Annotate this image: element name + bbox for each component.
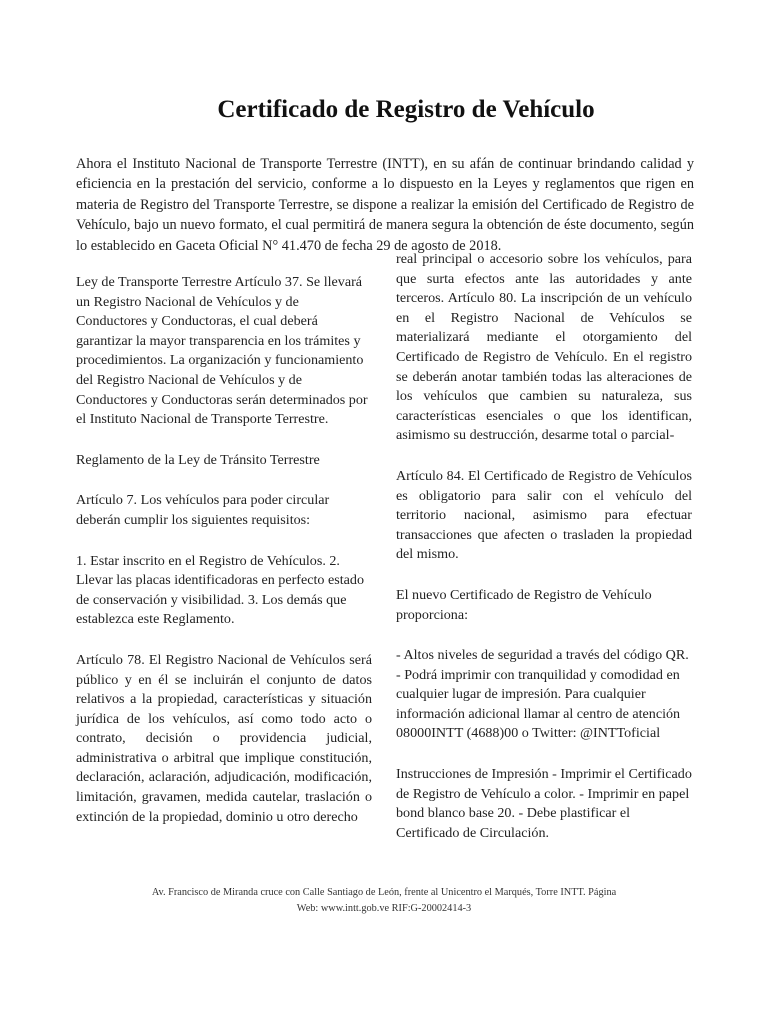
left-column	[76, 273, 372, 848]
print-instructions: Instrucciones de Impresión - Imprimir el Certificado de Registro de Vehículo a color. - Imprimir en papel bond blanco base 20. - Debe plastificar el Certificado de Circulación.	[396, 766, 692, 841]
article-80: real principal o accesorio sobre los vehículos, para que surta efectos ante las autoridades y ante terceros. Artículo 80. La inscripción de un vehículo en el Registro Nacional de Vehículos se materializará mediante el otorgamiento del Certificado de Registro de Vehículo. En el registro se deberán anotar también todas las alteraciones de los vehículos que cambien su naturaleza, sus características esenciales o que los identifican, asimismo su destrucción, desarme total o parcial-	[396, 251, 692, 444]
article-84: Artículo 84. El Certificado de Registro de Vehículos es obligatorio para salir con el vehículo del territorio nacional, asimismo para efectuar transacciones que afecten o trasladen la propiedad del mismo.	[396, 467, 692, 563]
page-title: Certificado de Registro de Vehículo	[217, 96, 595, 123]
footer-web: Web: www.intt.gob.ve RIF:G-20002414-3	[296, 903, 472, 914]
right-column	[396, 250, 692, 864]
benefits-list: - Altos niveles de seguridad a través del código QR. - Podrá imprimir con tranquilidad y comodidad en cualquier lugar de impresión. Para cualquier información adicional llamar al centro de atención 08000INTT (4688)00 o Twitter: @INTToficial	[396, 647, 689, 742]
law-article-37: Ley de Transporte Terrestre Artículo 37. Se llevará un Registro Nacional de Vehículos y de Conductores y Conductoras, el cual deberá garantizar la mayor transparencia en los trámites y procedimientos. La organización y funcionamiento del Registro Nacional de Vehículos y de Conductores y Conductoras serán determinados por el Instituto Nacional de Transporte Terrestre.	[76, 274, 368, 428]
certificate-provides: El nuevo Certificado de Registro de Vehículo proporciona:	[396, 586, 652, 623]
article-7: Artículo 7. Los vehículos para poder circular deberán cumplir los siguientes requisitos:	[76, 492, 330, 528]
requirements-list: 1. Estar inscrito en el Registro de Vehículos. 2. Llevar las placas identificadoras en perfecto estado de conservación y visibilidad. 3. Los demás que establezca este Reglamento.	[76, 552, 364, 628]
page-footer	[0, 885, 768, 917]
regulation-heading: Reglamento de la Ley de Tránsito Terrestre	[76, 451, 320, 468]
footer-address: Av. Francisco de Miranda cruce con Calle Santiago de León, frente al Unicentro el Marqués, Torre INTT. Página	[151, 887, 617, 898]
intro-paragraph: Ahora el Instituto Nacional de Transporte Terrestre (INTT), en su afán de continuar brindando calidad y eficiencia en la prestación del servicio, conforme a lo dispuesto en la Leyes y reglamentos que rigen en materia de Registro del Transporte Terrestre, se dispone a realizar la emisión del Certificado de Registro de Vehículo, bajo un nuevo formato, el cual permitirá de manera segura la obtención de éste documento, según lo establecido en Gaceta Oficial N° 41.470 de fecha 29 de agosto de 2018.	[76, 156, 694, 254]
article-78: Artículo 78. El Registro Nacional de Vehículos será público y en él se incluirán el conjunto de datos relativos a la propiedad, características y situación jurídica de los vehículos, así como todo acto o contrato, decisión o providencia judicial, administrativa o arbitral que implique constitución, declaración, aclaración, adjudicación, modificación, limitación, gravamen, medida cautelar, traslación o extinción de la propiedad, dominio u otro derecho	[76, 651, 372, 825]
